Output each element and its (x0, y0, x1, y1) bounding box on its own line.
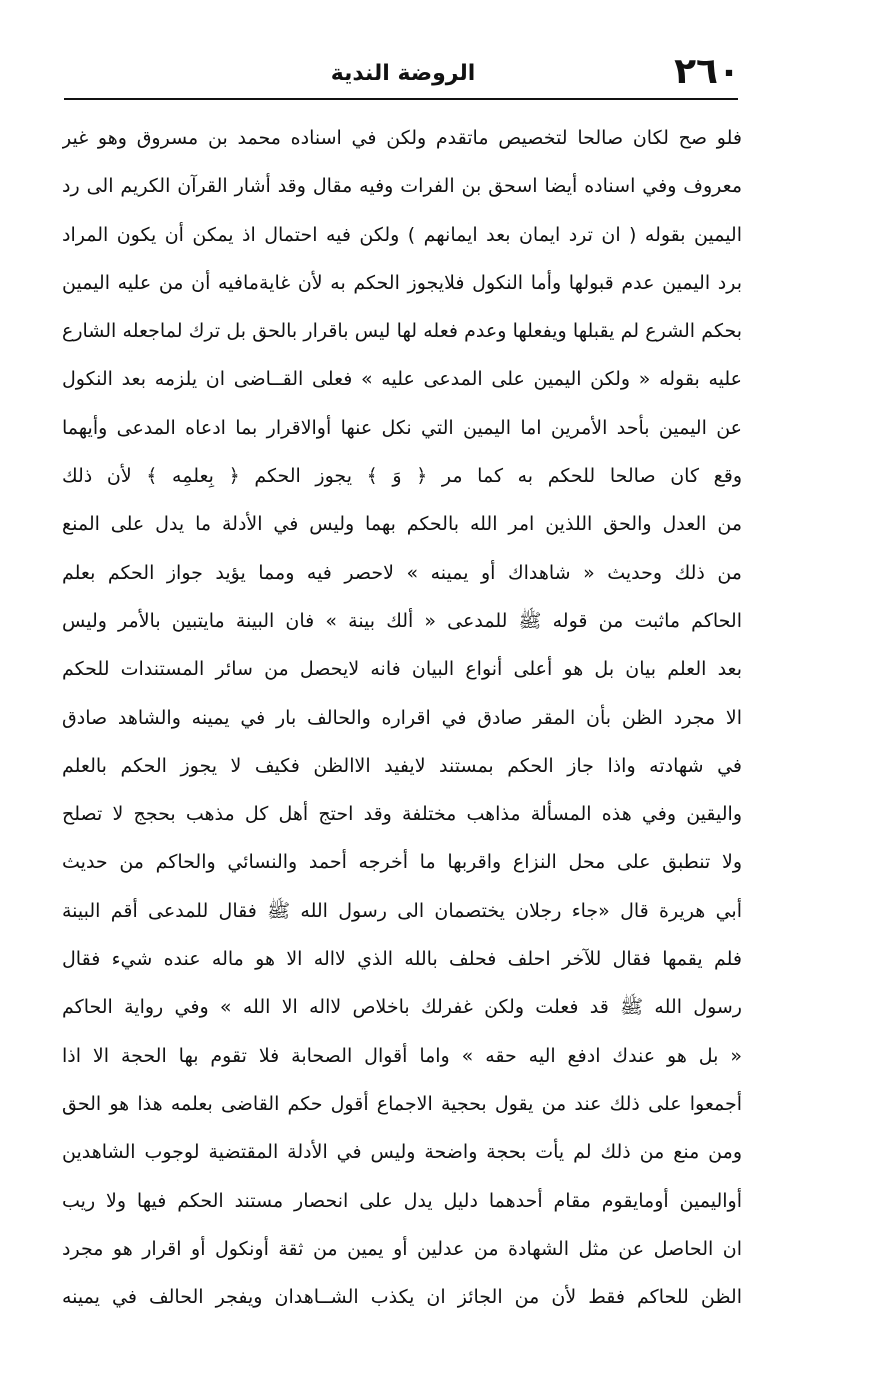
text-line: رسول الله ﷺ قد فعلت ولكن غفرلك باخلاص لااله الا الله » وفي رواية الحاكم (62, 996, 742, 1019)
text-line: ومن منع من ذلك لم يأت بحجة واضحة وليس في الأدلة المقتضية لوجوب الشاهدين (62, 1141, 742, 1164)
text-line: ولا تنطبق على محل النزاع واقربها ما أخرجه أحمد والنسائي والحاكم من حديث (62, 851, 742, 874)
text-line: واليقين وفي هذه المسألة مذاهب مختلفة وقد احتج أهل كل مذهب بحجج لا تصلح (62, 803, 742, 826)
text-line: اليمين بقوله ( ان ترد ايمان بعد ايمانهم ) ولكن فيه احتمال اذ يمكن أن يكون المراد (62, 223, 742, 246)
text-line: عن اليمين بأحد الأمرين اما اليمين التي نكل عنها أوالاقرار بما ادعاه المدعى وأيهما (62, 416, 742, 439)
running-title: الروضة الندية (330, 61, 476, 86)
text-line: بعد العلم بيان بل هو أعلى أنواع البيان فانه لايحصل من سائر المستندات للحكم (62, 658, 742, 681)
text-line: بحكم الشرع لم يقبلها ويفعلها وعدم فعله لها ليس باقرار بالحق بل ترك لماجعله الشارع (62, 320, 742, 343)
text-line: معروف وفي اسناده أيضا اسحق بن الفرات وفيه مقال وقد أشار القرآن الكريم الى رد (62, 175, 742, 198)
text-line: الا مجرد الظن بأن المقر صادق في اقراره والحالف بار في يمينه والشاهد صادق (62, 706, 742, 729)
text-line: أواليمين أومايقوم مقام أحدهما دليل يدل على انحصار مستند الحكم فيها ولا ريب (62, 1189, 742, 1212)
text-line: ان الحاصل عن مثل الشهادة من عدلين أو يمين من ثقة أونكول أو اقرار هو مجرد (62, 1237, 742, 1260)
page-number: ٢٦٠ (674, 51, 740, 92)
text-line: عليه بقوله « ولكن اليمين على المدعى عليه » فعلى القــاضى ان يلزمه بعد النكول (62, 368, 742, 391)
text-line: وقع كان صالحا للحكم به كما مر ﴿ وَ ﴾ يجوز الحكم ﴿ بِعلمِه ﴾ لأن ذلك (62, 465, 742, 488)
header-rule (64, 98, 738, 100)
text-line: أجمعوا على ذلك عند من يقول بحجية الاجماع أقول حكم القاضى بعلمه هذا هو الحق (62, 1092, 742, 1115)
text-line: أبي هريرة قال «جاء رجلان يختصمان الى رسول الله ﷺ فقال للمدعى أقم البينة (62, 899, 742, 922)
page-header (66, 50, 740, 100)
text-line: من ذلك وحديث « شاهداك أو يمينه » لاحصر فيه ومما يؤيد جواز الحكم بعلم (62, 561, 742, 584)
body-text (62, 114, 742, 1321)
text-line: برد اليمين عدم قبولها وأما النكول فلايجوز الحكم به لأن غايةمافيه أن من عليه اليمين (62, 271, 742, 294)
text-line: فلم يقمها فقال للآخر احلف فحلف بالله الذي لااله الا هو ماله عنده شيء فقال (62, 948, 742, 971)
text-line: من العدل والحق اللذين امر الله بالحكم بهما وليس في الأدلة ما يدل على المنع (62, 513, 742, 536)
text-line: الحاكم ماثبت من قوله ﷺ للمدعى « ألك بينة » فان البينة مايتبين بالأمر وليس (62, 609, 742, 632)
text-line: « بل هو عندك ادفع اليه حقه » واما أقوال الصحابة فلا تقوم بها الحجة الا اذا (62, 1044, 742, 1067)
text-line: الظن للحاكم فقط لأن من الجائز ان يكذب الشــاهدان ويفجر الحالف في يمينه (62, 1286, 742, 1309)
text-line: في شهادته واذا جاز الحكم بمستند لايفيد الاالظن فكيف لا يجوز الحكم بالعلم (62, 754, 742, 777)
text-line: فلو صح لكان صالحا لتخصيص ماتقدم ولكن في اسناده محمد بن مسروق وهو غير (62, 127, 742, 149)
